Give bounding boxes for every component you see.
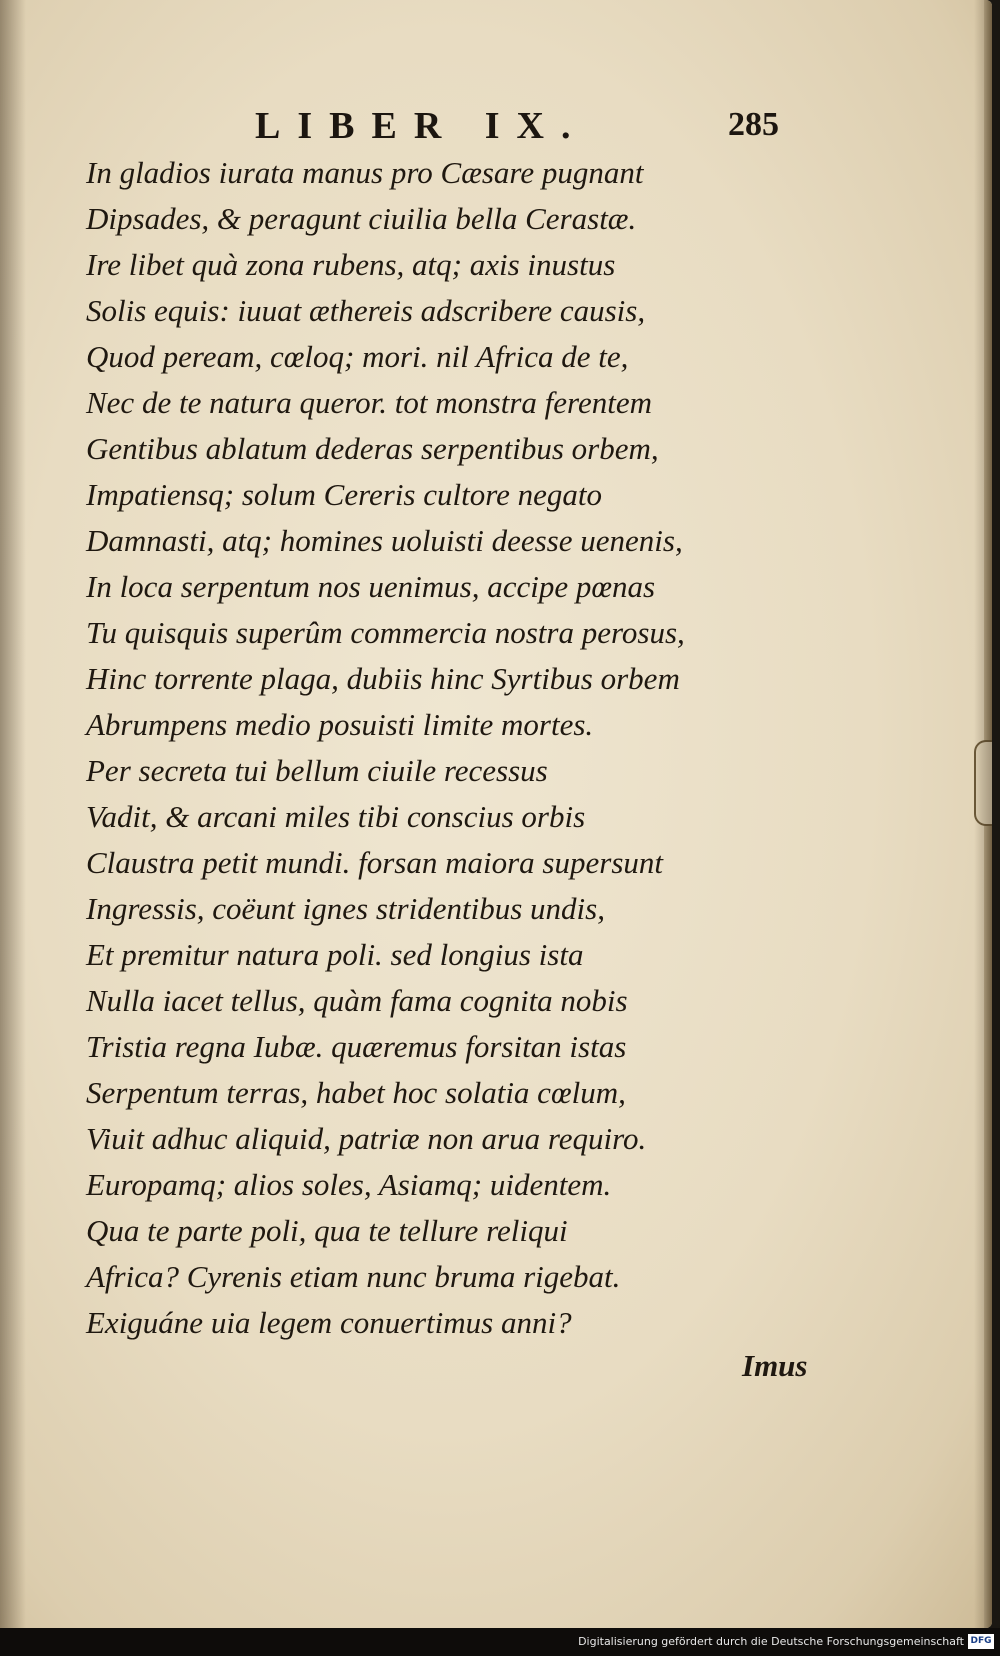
verse-line: Gentibus ablatum dederas serpentibus orbem,	[86, 431, 659, 466]
verse-line: Per secreta tui bellum ciuile recessus	[86, 753, 548, 788]
verse-line: Dipsades, & peragunt ciuilia bella Cerastæ.	[86, 201, 637, 236]
verse-line: Damnasti, atq; homines uoluisti deesse uenenis,	[86, 523, 683, 558]
verse-line: Impatiensq; solum Cereris cultore negato	[86, 477, 603, 512]
verse-line: Nec de te natura queror. tot monstra ferentem	[86, 385, 652, 420]
verse-line: Serpentum terras, habet hoc solatia cœlum,	[86, 1075, 626, 1110]
verse-line: Tristia regna Iubæ. quæremus forsitan istas	[86, 1029, 627, 1064]
verse-line: In gladios iurata manus pro Cæsare pugnant	[86, 155, 644, 190]
running-head-title: LIBER IX.	[255, 105, 588, 147]
running-head	[0, 104, 992, 154]
verse-line: Ire libet quà zona rubens, atq; axis inustus	[86, 247, 616, 282]
verse-line: Abrumpens medio posuisti limite mortes.	[86, 707, 594, 742]
verse-line: Ingressis, coëunt ignes stridentibus undis,	[86, 891, 605, 926]
catchword: Imus	[742, 1348, 808, 1383]
verse-line: Nulla iacet tellus, quàm fama cognita nobis	[86, 983, 628, 1018]
verse-line: Africa? Cyrenis etiam nunc bruma rigebat.	[86, 1259, 621, 1294]
verse-line: Claustra petit mundi. forsan maiora supersunt	[86, 845, 663, 880]
verse-line: Hinc torrente plaga, dubiis hinc Syrtibus orbem	[86, 661, 680, 696]
funding-credit: Digitalisierung gefördert durch die Deutsche Forschungsgemeinschaft	[578, 1635, 964, 1648]
verse-line: In loca serpentum nos uenimus, accipe pœnas	[86, 569, 656, 604]
verse-line: Quod peream, cœloq; mori. nil Africa de te,	[86, 339, 629, 374]
page-tab-mark	[974, 740, 992, 826]
verse-line: Exiguáne uia legem conuertimus anni?	[86, 1305, 572, 1340]
page-number: 285	[728, 106, 779, 143]
verse-line: Viuit adhuc aliquid, patriæ non arua requiro.	[86, 1121, 647, 1156]
dfg-logo-icon: DFG	[968, 1634, 994, 1649]
verse-line: Solis equis: iuuat æthereis adscribere causis,	[86, 293, 646, 328]
verse-line: Vadit, & arcani miles tibi conscius orbis	[86, 799, 586, 834]
verse-line: Europamq; alios soles, Asiamq; uidentem.	[86, 1167, 612, 1202]
verse-list	[86, 150, 806, 1346]
page-edge	[984, 0, 992, 1628]
footer-bar	[0, 1628, 1000, 1656]
verse-line: Qua te parte poli, qua te tellure reliqui	[86, 1213, 568, 1248]
verse-line: Tu quisquis superûm commercia nostra perosus,	[86, 615, 685, 650]
verse-line: Et premitur natura poli. sed longius ista	[86, 937, 584, 972]
